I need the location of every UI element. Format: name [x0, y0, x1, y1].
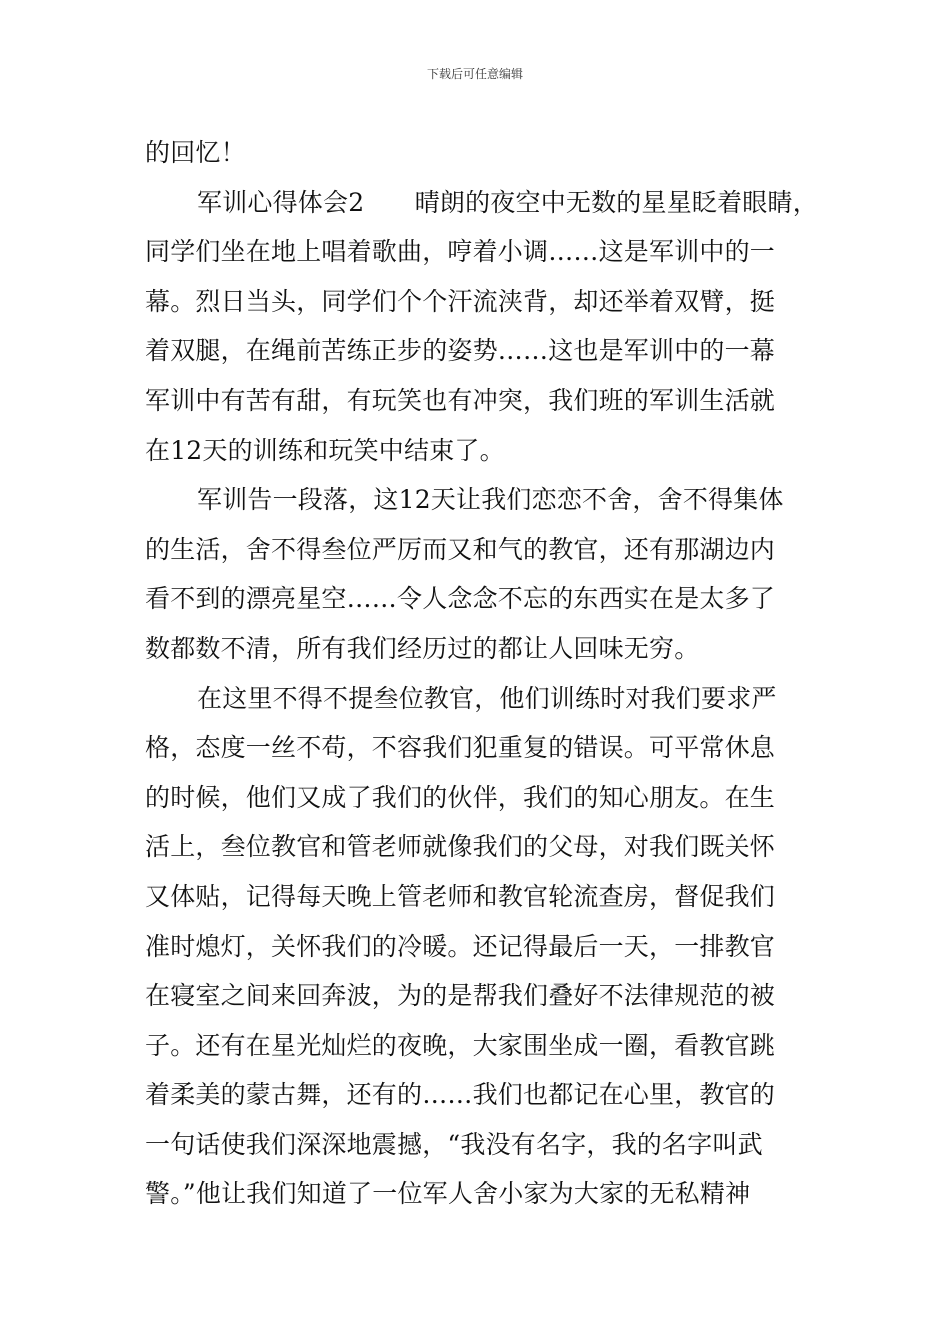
- text-line: 军训告一段落，这12天让我们恋恋不舍，舍不得集体: [197, 485, 784, 515]
- text-line: 在这里不得不提叁位教官，他们训练时对我们要求严: [197, 683, 777, 713]
- text-line: 警。”他让我们知道了一位军人舍小家为大家的无私精神: [145, 1179, 751, 1209]
- text-line: 的生活，舍不得叁位严厉而又和气的教官，还有那湖边内: [145, 534, 776, 564]
- text-line: 着柔美的蒙古舞，还有的……我们也都记在心里，教官的: [145, 1080, 776, 1110]
- text-line: 军训中有苦有甜，有玩笑也有冲突，我们班的军训生活就: [145, 385, 776, 415]
- text-line: 着双腿，在绳前苦练正步的姿势……这也是军训中的一幕: [145, 336, 776, 366]
- text-line: 幕。烈日当头，同学们个个汗流浃背，却还举着双臂，挺: [145, 286, 776, 316]
- text-line: 同学们坐在地上唱着歌曲，哼着小调……这是军训中的一: [145, 237, 776, 267]
- text-line: 在寝室之间来回奔波，为的是帮我们叠好不法律规范的被: [145, 981, 776, 1011]
- text-line: 一句话使我们深深地震撼，“我没有名字，我的名字叫武: [145, 1129, 763, 1159]
- text-line: 准时熄灯，关怀我们的冷暖。还记得最后一天，一排教官: [145, 931, 776, 961]
- document-body: [145, 128, 825, 1219]
- text-line: 数都数不清，所有我们经历过的都让人回味无穷。: [145, 633, 700, 663]
- text-line: 子。还有在星光灿烂的夜晚，大家围坐成一圈，看教官跳: [145, 1030, 776, 1060]
- text-line: 军训心得体会2 晴朗的夜空中无数的星星眨着眼睛，: [197, 187, 818, 217]
- page-header: 下载后可任意编辑: [426, 67, 523, 81]
- text-line: 的回忆！: [145, 138, 246, 167]
- text-line: 格，态度一丝不苟，不容我们犯重复的错误。可平常休息: [145, 733, 776, 763]
- text-line: 在12天的训练和玩笑中结束了。: [145, 435, 505, 465]
- text-line: 又体贴，记得每天晚上管老师和教官轮流查房，督促我们: [145, 881, 776, 911]
- text-line: 的时候，他们又成了我们的伙伴，我们的知心朋友。在生: [145, 782, 776, 812]
- text-line: 活上，叁位教官和管老师就像我们的父母，对我们既关怀: [145, 832, 776, 862]
- text-line: 看不到的漂亮星空……令人念念不忘的东西实在是太多了: [145, 584, 776, 614]
